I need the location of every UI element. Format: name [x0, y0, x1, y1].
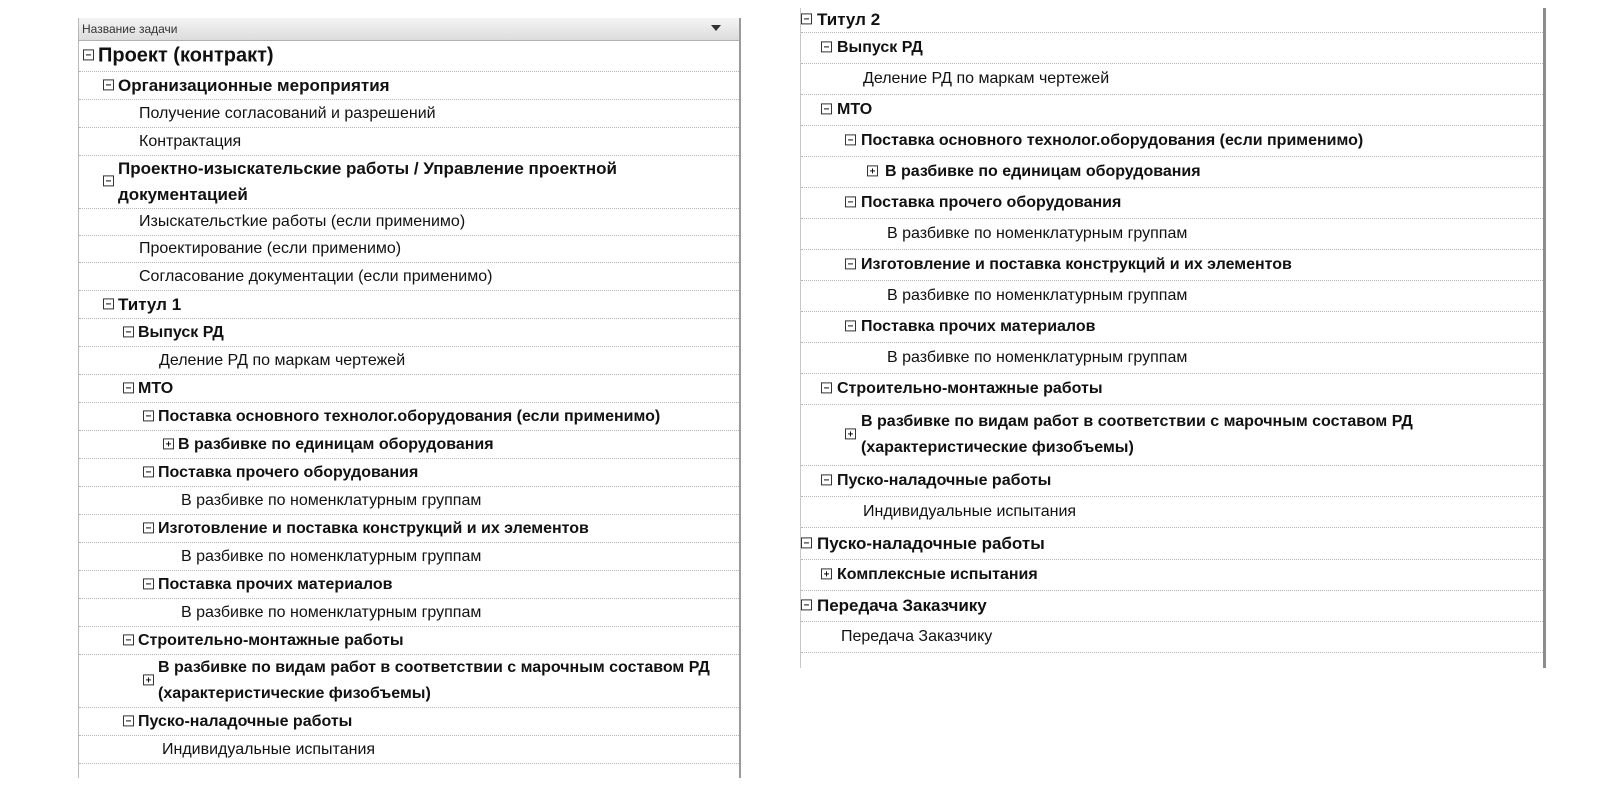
collapse-minus-icon[interactable] — [123, 634, 134, 645]
task-name-label: Проектно-изыскательские работы / Управление проектной документацией — [118, 159, 617, 204]
collapse-minus-icon[interactable] — [801, 13, 812, 24]
task-name-label: Изготовление и поставка конструкций и их элементов — [861, 256, 1292, 273]
task-row[interactable] — [79, 599, 739, 627]
task-name-label: В разбивке по номенклатурным группам — [887, 225, 1188, 242]
task-row[interactable] — [79, 41, 739, 72]
task-name-label: Передача Заказчику — [841, 628, 993, 645]
task-name-label: В разбивке по номенклатурным группам — [181, 603, 482, 621]
collapse-minus-icon[interactable] — [83, 49, 94, 60]
collapse-minus-icon[interactable] — [143, 522, 154, 533]
collapse-minus-icon[interactable] — [123, 382, 134, 393]
task-row[interactable] — [79, 263, 739, 291]
task-row[interactable] — [79, 209, 739, 236]
task-row[interactable] — [79, 571, 739, 599]
task-name-label: Титул 1 — [118, 294, 182, 314]
task-name-label: Изготовление и поставка конструкций и их элементов — [158, 519, 589, 537]
task-name-label: Индивидуальные испытания — [162, 740, 376, 758]
right-task-list — [801, 8, 1543, 653]
task-name-label: В разбивке по единицам оборудования — [178, 435, 494, 453]
task-name-label: Выпуск РД — [837, 39, 923, 56]
task-row[interactable] — [801, 64, 1543, 95]
task-name-label: В разбивке по номенклатурным группам — [181, 491, 482, 509]
task-name-label: В разбивке по единицам оборудования — [885, 163, 1201, 180]
task-name-label: Деление РД по маркам чертежей — [863, 70, 1110, 87]
task-name-label: Комплексные испытания — [837, 566, 1038, 583]
collapse-minus-icon[interactable] — [143, 466, 154, 477]
task-row[interactable] — [79, 291, 739, 319]
task-row[interactable] — [79, 655, 739, 708]
task-row[interactable] — [79, 347, 739, 375]
task-row[interactable] — [801, 219, 1543, 250]
task-name-label: В разбивке по видам работ в соответствии с марочным составом РД (характеристические физобъемы) — [861, 413, 1413, 456]
task-row[interactable] — [79, 543, 739, 571]
task-row[interactable] — [79, 431, 739, 459]
task-name-label: Пуско-наладочные работы — [817, 533, 1045, 553]
task-name-label: Титул 2 — [817, 10, 881, 29]
task-name-label: Поставка основного технолог.оборудования (если применимо) — [861, 132, 1364, 149]
task-name-label: Пуско-наладочные работы — [138, 712, 353, 730]
task-row[interactable] — [79, 487, 739, 515]
task-name-label: В разбивке по видам работ в соответствии с марочным составом РД (характеристические физобъемы) — [158, 659, 710, 702]
task-name-label: Индивидуальные испытания — [863, 503, 1077, 520]
task-row[interactable] — [79, 375, 739, 403]
task-name-label: Контрактация — [139, 132, 242, 150]
collapse-minus-icon[interactable] — [103, 175, 114, 186]
task-name-label: МТО — [837, 101, 873, 118]
collapse-minus-icon[interactable] — [801, 599, 812, 610]
task-row[interactable] — [79, 627, 739, 655]
task-row[interactable] — [801, 8, 1543, 33]
task-name-label: Выпуск РД — [138, 323, 224, 341]
task-name-label: В разбивке по номенклатурным группам — [181, 547, 482, 565]
collapse-minus-icon[interactable] — [821, 103, 832, 114]
task-name-column-header[interactable] — [79, 18, 739, 41]
task-row[interactable] — [801, 466, 1543, 497]
collapse-minus-icon[interactable] — [801, 537, 812, 548]
left-task-list — [79, 41, 739, 764]
task-row[interactable] — [801, 126, 1543, 157]
collapse-minus-icon[interactable] — [821, 382, 832, 393]
task-row[interactable] — [801, 250, 1543, 281]
task-name-label: Строительно-монтажные работы — [837, 380, 1103, 397]
expand-plus-icon[interactable] — [163, 438, 174, 449]
task-name-label: МТО — [138, 379, 174, 397]
task-name-label: Поставка прочих материалов — [158, 575, 393, 593]
collapse-minus-icon[interactable] — [123, 326, 134, 337]
task-name-label: Согласование документации (если применимо) — [139, 267, 493, 285]
collapse-minus-icon[interactable] — [821, 474, 832, 485]
task-name-label: Передача Заказчику — [817, 596, 987, 615]
task-row[interactable] — [801, 497, 1543, 528]
task-name-label: В разбивке по номенклатурным группам — [887, 287, 1188, 304]
collapse-minus-icon[interactable] — [103, 298, 114, 309]
column-header-label: Название задачи — [82, 22, 178, 36]
task-row[interactable] — [801, 405, 1543, 466]
collapse-minus-icon[interactable] — [845, 320, 856, 331]
task-row[interactable] — [79, 236, 739, 263]
task-row[interactable] — [79, 736, 739, 764]
task-row[interactable] — [79, 459, 739, 487]
task-name-label: Поставка прочего оборудования — [158, 463, 419, 481]
task-name-label: Проектирование (если применимо) — [139, 240, 402, 257]
task-row[interactable] — [801, 157, 1543, 188]
task-name-label: Пуско-наладочные работы — [837, 472, 1052, 489]
task-row[interactable] — [801, 591, 1543, 622]
task-row[interactable] — [801, 95, 1543, 126]
right-task-tree-panel — [800, 8, 1546, 668]
task-name-label: В разбивке по номенклатурным группам — [887, 349, 1188, 366]
task-row[interactable] — [801, 343, 1543, 374]
task-row[interactable] — [79, 403, 739, 431]
expand-plus-icon[interactable] — [867, 165, 878, 176]
collapse-minus-icon[interactable] — [845, 134, 856, 145]
task-name-label: Получение согласований и разрешений — [139, 104, 436, 122]
collapse-minus-icon[interactable] — [821, 41, 832, 52]
task-name-label: Поставка прочих материалов — [861, 318, 1096, 335]
collapse-minus-icon[interactable] — [845, 258, 856, 269]
task-name-label: Организационные мероприятия — [118, 75, 390, 95]
collapse-minus-icon[interactable] — [845, 196, 856, 207]
task-name-label: Поставка прочего оборудования — [861, 194, 1122, 211]
task-row[interactable] — [801, 188, 1543, 219]
task-row[interactable] — [79, 100, 739, 128]
task-row[interactable] — [801, 33, 1543, 64]
task-row[interactable] — [801, 312, 1543, 343]
task-row[interactable] — [801, 528, 1543, 560]
task-name-label: Проект (контракт) — [98, 44, 274, 67]
expand-plus-icon[interactable] — [845, 428, 856, 439]
collapse-minus-icon[interactable] — [143, 578, 154, 589]
task-row[interactable] — [801, 622, 1543, 653]
task-row[interactable] — [79, 319, 739, 347]
task-name-label: Изыскательстkие работы (если применимо) — [139, 213, 466, 230]
task-row[interactable] — [801, 374, 1543, 405]
task-row[interactable] — [801, 281, 1543, 312]
task-row[interactable] — [79, 515, 739, 543]
task-name-label: Строительно-монтажные работы — [138, 631, 404, 649]
dropdown-arrow-icon[interactable] — [711, 25, 721, 31]
expand-plus-icon[interactable] — [821, 568, 832, 579]
task-row[interactable] — [79, 128, 739, 156]
task-name-label: Деление РД по маркам чертежей — [159, 351, 406, 369]
task-row[interactable] — [801, 560, 1543, 591]
task-row[interactable] — [79, 156, 739, 209]
expand-plus-icon[interactable] — [143, 674, 154, 685]
left-task-tree-panel — [78, 18, 741, 778]
task-name-label: Поставка основного технолог.оборудования (если применимо) — [158, 407, 661, 425]
task-row[interactable] — [79, 708, 739, 736]
collapse-minus-icon[interactable] — [143, 410, 154, 421]
task-row[interactable] — [79, 72, 739, 100]
collapse-minus-icon[interactable] — [123, 715, 134, 726]
collapse-minus-icon[interactable] — [103, 79, 114, 90]
